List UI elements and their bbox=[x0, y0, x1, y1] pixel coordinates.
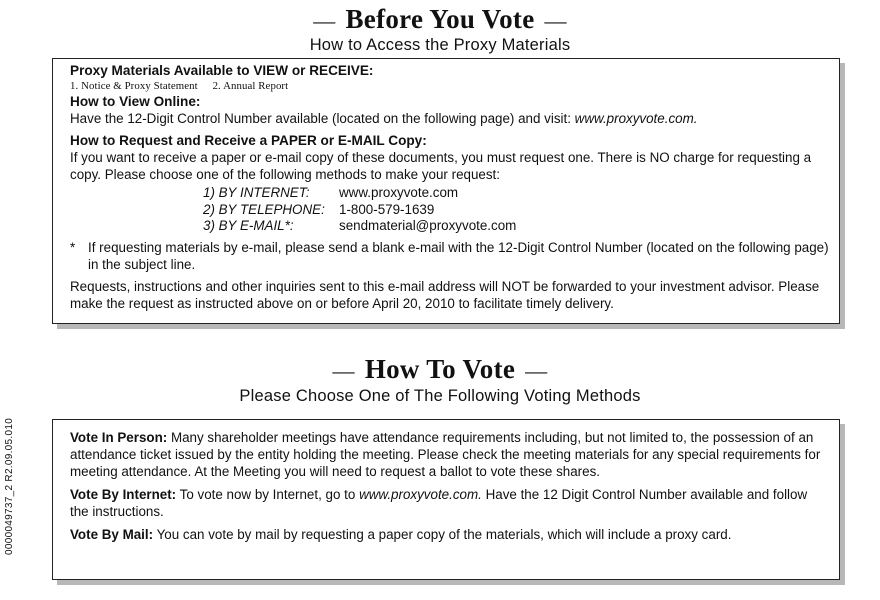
request-heading: How to Request and Receive a PAPER or E-MAIL Copy: bbox=[70, 133, 427, 148]
before-you-vote-title bbox=[0, 4, 880, 35]
materials-list bbox=[70, 79, 829, 93]
proxyvote-link[interactable]: www.proxyvote.com. bbox=[574, 111, 698, 126]
footnote-text: If requesting materials by e-mail, please send a blank e-mail with the 12-Digit Control Number (located on the following page) in the subject line. bbox=[88, 239, 829, 272]
title-dash-right: — bbox=[544, 8, 567, 33]
view-text: Have the 12-Digit Control Number available (located on the following page) and visit: bbox=[70, 111, 571, 126]
method-label: 1) BY INTERNET: bbox=[203, 185, 310, 200]
method-value[interactable]: sendmaterial@proxyvote.com bbox=[339, 218, 517, 233]
access-subtitle: How to Access the Proxy Materials bbox=[309, 36, 571, 54]
vote-internet-link[interactable]: www.proxyvote.com. bbox=[359, 487, 482, 502]
title-dash-left: — bbox=[313, 8, 336, 33]
material-item: 1. Notice & Proxy Statement bbox=[70, 80, 198, 92]
side-code-text: 0000049737_2 R2.09.05.010 bbox=[4, 417, 15, 555]
voting-methods-subtitle: Please Choose One of The Following Voting Methods bbox=[239, 387, 641, 405]
method-value[interactable]: www.proxyvote.com bbox=[339, 185, 459, 200]
method-internet bbox=[203, 185, 829, 202]
how-to-vote-title bbox=[0, 354, 880, 385]
vote-in-person bbox=[70, 429, 829, 480]
view-online-heading: How to View Online: bbox=[70, 94, 201, 109]
view-online-text bbox=[70, 110, 829, 127]
method-label: 2) BY TELEPHONE: bbox=[203, 201, 325, 217]
vote-internet-post: Have the 12 Digit Control Number available and follow the instructions. bbox=[70, 487, 808, 519]
materials-heading: Proxy Materials Available to VIEW or RECEIVE: bbox=[70, 63, 374, 78]
title-dash-right: — bbox=[525, 358, 548, 383]
voting-methods-box bbox=[52, 419, 840, 580]
vote-in-person-text: Many shareholder meetings have attendance requirements including, but not limited to, the possession of an attendance ticket issued by the entity holding the meeting. Please check the meeting materials for any special requirements for meeting attendance. At the Meeting you will need to request a ballot to vote these shares. bbox=[70, 430, 821, 479]
method-telephone bbox=[203, 202, 829, 219]
footnote-marker: * bbox=[70, 239, 76, 255]
vote-by-mail-text: You can vote by mail by requesting a paper copy of the materials, which will include a proxy card. bbox=[156, 527, 732, 542]
how-to-vote-title-text: How To Vote bbox=[364, 354, 516, 384]
request-methods bbox=[203, 185, 829, 235]
method-value[interactable]: 1-800-579-1639 bbox=[339, 201, 435, 217]
vote-by-mail-label: Vote By Mail: bbox=[70, 527, 154, 542]
before-you-vote-title-text: Before You Vote bbox=[345, 4, 535, 34]
request-text: If you want to receive a paper or e-mail copy of these documents, you must request one. There is NO charge for requesting a copy. Please choose one of the following methods to make your request: bbox=[70, 150, 812, 182]
email-footnote bbox=[70, 239, 829, 273]
title-dash-left: — bbox=[332, 358, 355, 383]
document-side-code bbox=[2, 395, 18, 555]
proxy-materials-box bbox=[52, 58, 840, 324]
method-email bbox=[203, 218, 829, 235]
vote-internet-pre: To vote now by Internet, go to bbox=[179, 487, 356, 502]
vote-by-internet bbox=[70, 486, 829, 520]
vote-by-internet-label: Vote By Internet: bbox=[70, 487, 177, 502]
method-label: 3) BY E-MAIL*: bbox=[203, 218, 294, 233]
closing-text: Requests, instructions and other inquiries sent to this e-mail address will NOT be forwarded to your investment advisor. Please make the request as instructed above on or before April 20, 2010 to facilitate timely delivery. bbox=[70, 278, 820, 311]
vote-in-person-label: Vote In Person: bbox=[70, 430, 168, 445]
material-item: 2. Annual Report bbox=[212, 80, 289, 92]
vote-by-mail bbox=[70, 526, 829, 543]
